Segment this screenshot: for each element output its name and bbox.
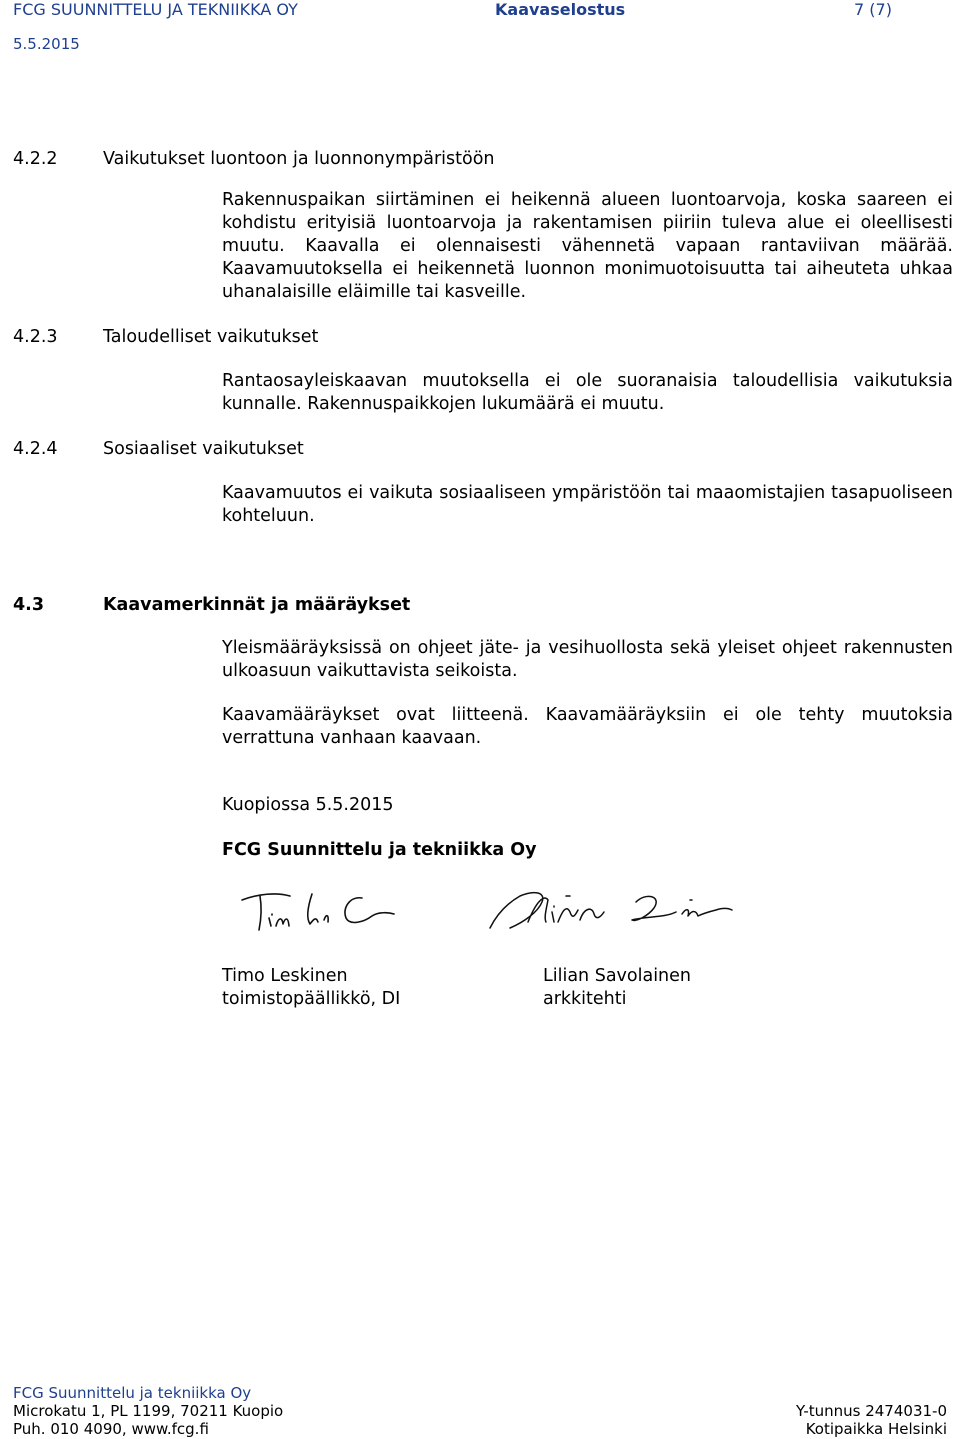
header-doc-title: Kaavaselostus [495, 0, 626, 19]
section-4-3-paragraph-2 [222, 704, 953, 750]
section-4-2-3-paragraph [222, 370, 953, 416]
section-4-2-3-text: Rantaosayleiskaavan muutoksella ei ole suoranaisia taloudellisia vaikutuksia kunnalle. Rakennuspaikkojen lukumäärä ei muutu. [222, 371, 953, 414]
footer-business-id: Y-tunnus 2474031-0 [795, 1402, 947, 1420]
section-4-2-2-paragraph [222, 189, 953, 304]
section-4-2-2-title: Vaikutukset luontoon ja luonnonympäristöön [103, 149, 495, 169]
header-company: FCG SUUNNITTELU JA TEKNIIKKA OY [13, 0, 298, 19]
header-page-number: 7 (7) [854, 0, 892, 19]
section-4-3-number: 4.3 [13, 595, 45, 615]
closing-company: FCG Suunnittelu ja tekniikka Oy [222, 840, 537, 860]
place-date: Kuopiossa 5.5.2015 [222, 795, 394, 815]
footer-contact: Puh. 010 4090, www.fcg.fi [13, 1420, 209, 1438]
signer-1-title: toimistopäällikkö, DI [222, 989, 401, 1009]
signature-lilian-savolainen [486, 882, 736, 938]
signature-timo-leskinen [238, 886, 398, 936]
section-4-3-text-2: Kaavamääräykset ovat liitteenä. Kaavamääräyksiin ei ole tehty muutoksia verrattuna vanhaan kaavaan. [222, 705, 953, 748]
footer-company: FCG Suunnittelu ja tekniikka Oy [13, 1384, 252, 1402]
section-4-2-3-number: 4.2.3 [13, 327, 58, 347]
footer-address: Microkatu 1, PL 1199, 70211 Kuopio [13, 1402, 284, 1420]
section-4-2-2-number: 4.2.2 [13, 149, 58, 169]
section-4-3-text-1: Yleismääräyksissä on ohjeet jäte- ja vesihuollosta sekä yleiset ohjeet rakennusten ulkoasuun vaikuttavista seikoista. [222, 638, 953, 681]
signer-2-name: Lilian Savolainen [543, 966, 692, 986]
section-4-2-3-title: Taloudelliset vaikutukset [103, 327, 319, 347]
section-4-2-4-paragraph [222, 482, 953, 528]
section-4-2-2-text: Rakennuspaikan siirtäminen ei heikennä alueen luontoarvoja, koska saareen ei kohdistu erityisiä luontoarvoja ja rakentamisen piiriin tuleva alue ei oleellisesti muutu. Kaavalla ei olennaisesti vähennetä vapaan rantaviivan määrää. Kaavamuutoksella ei heikennetä luonnon monimuotoisuutta tai aiheuteta uhkaa uhanalaisille eläimille tai kasveille. [222, 190, 953, 302]
footer-domicile: Kotipaikka Helsinki [805, 1420, 947, 1438]
section-4-2-4-title: Sosiaaliset vaikutukset [103, 439, 304, 459]
signer-1-name: Timo Leskinen [222, 966, 348, 986]
header-date: 5.5.2015 [13, 35, 80, 53]
section-4-3-paragraph-1 [222, 637, 953, 683]
section-4-2-4-text: Kaavamuutos ei vaikuta sosiaaliseen ympäristöön tai maaomistajien tasapuoliseen kohteluun. [222, 483, 953, 526]
signer-2-title: arkkitehti [543, 989, 627, 1009]
section-4-2-4-number: 4.2.4 [13, 439, 58, 459]
section-4-3-title: Kaavamerkinnät ja määräykset [103, 595, 411, 615]
